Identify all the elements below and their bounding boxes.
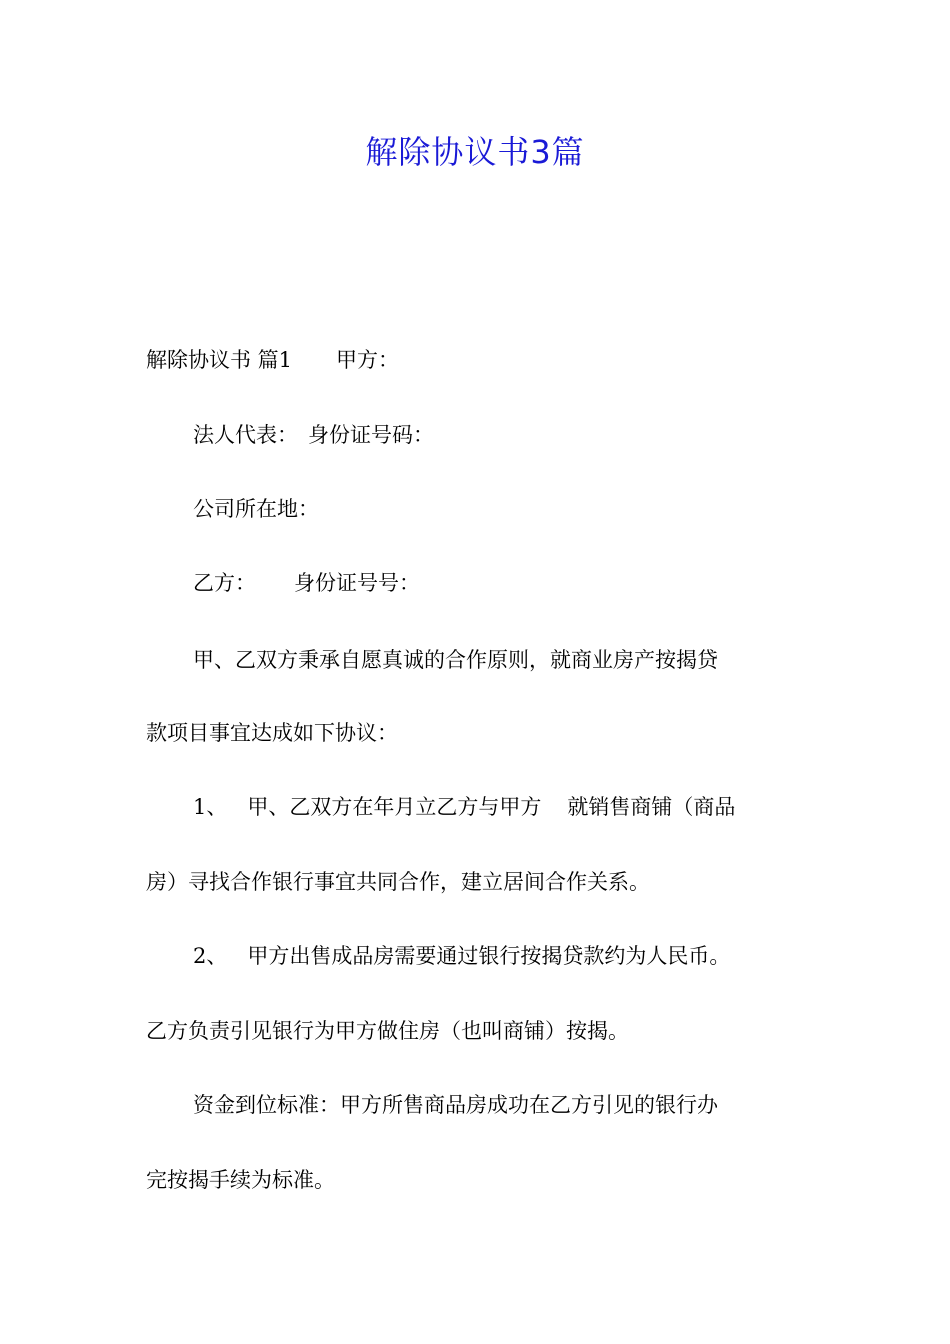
intro-paragraph-line-2: 款项目事宜达成如下协议：: [146, 721, 398, 745]
legal-rep-label: 法人代表：: [193, 423, 298, 447]
funds-paragraph-line-2: 完按揭手续为标准。: [146, 1168, 335, 1192]
party-b-id-label: 身份证号号：: [294, 571, 420, 595]
item-2-line-2: 乙方负责引见银行为甲方做住房（也叫商铺）按揭。: [146, 1019, 629, 1043]
item-2-number: 2、: [193, 944, 228, 968]
funds-paragraph-line-1: 资金到位标准：甲方所售商品房成功在乙方引见的银行办: [193, 1093, 718, 1117]
section-heading: 解除协议书 篇1: [146, 348, 293, 372]
company-address-label: 公司所在地：: [193, 497, 319, 521]
company-address-line: [193, 494, 810, 524]
legal-rep-line: [193, 420, 810, 450]
party-a-label: 甲方：: [336, 348, 400, 372]
id-number-label: 身份证号码：: [308, 423, 434, 447]
section-heading-line: [146, 345, 810, 375]
item-2-text: 甲方出售成品房需要通过银行按揭贷款约为人民币。: [247, 944, 731, 968]
party-b-line: [193, 568, 810, 598]
item-1-line-2: 房）寻找合作银行事宜共同合作，建立居间合作关系。: [146, 870, 650, 894]
item-1-text-b: 就销售商铺（商品: [567, 795, 736, 819]
item-2-line-1: [193, 941, 810, 971]
item-1-number: 1、: [193, 795, 228, 819]
party-b-label: 乙方：: [193, 571, 256, 595]
item-1-line-1: [193, 792, 810, 822]
document-title: 解除协议书3篇: [365, 133, 585, 171]
item-1-text-a: 甲、乙双方在年月立乙方与甲方: [247, 795, 542, 819]
intro-paragraph-line-1: 甲、乙双方秉承自愿真诚的合作原则，就商业房产按揭贷: [193, 648, 718, 672]
